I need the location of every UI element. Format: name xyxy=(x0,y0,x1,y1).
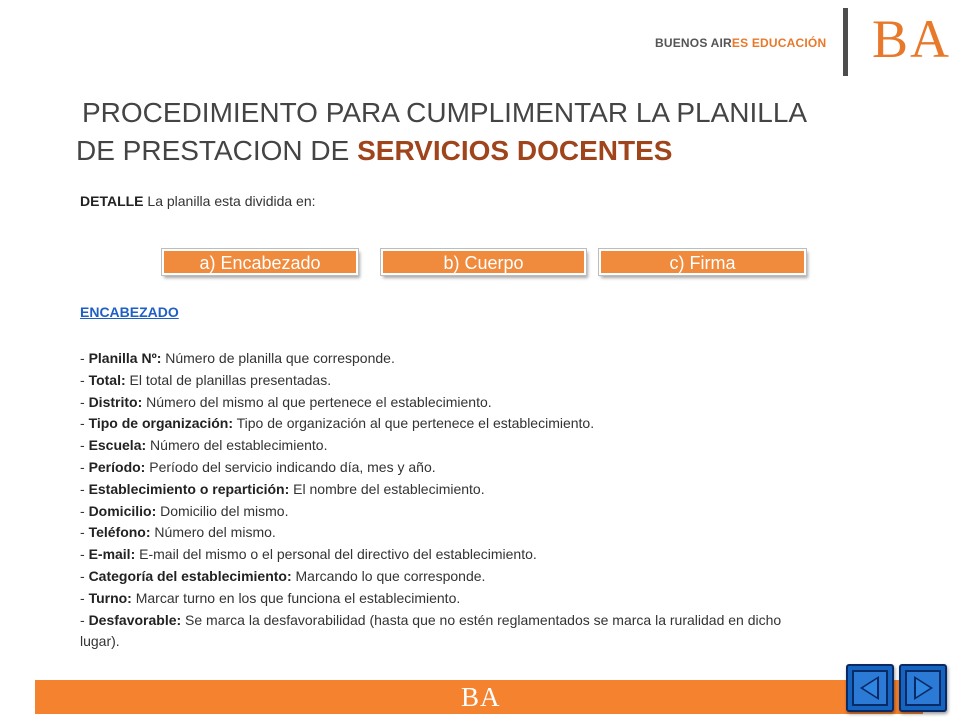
section-button-encabezado[interactable]: a) Encabezado xyxy=(162,249,358,275)
ba-logo: BA xyxy=(872,9,952,69)
item-desc: Marcar turno en los que funciona el establecimiento. xyxy=(135,589,461,606)
item-term: Período: xyxy=(88,458,146,475)
brand-text-part1: BUENOS AIR xyxy=(655,36,732,50)
item-desc: Número de planilla que corresponde. xyxy=(165,350,395,366)
encabezado-field-list xyxy=(80,348,800,653)
nav-back-button[interactable] xyxy=(846,664,894,712)
item-term: Establecimiento o repartición: xyxy=(88,480,290,497)
list-item: - Teléfono: Número del mismo. xyxy=(80,524,276,541)
list-item: - Distrito: Número del mismo al que pertenece el establecimiento. xyxy=(80,393,492,410)
list-item: - E-mail: E-mail del mismo o el personal del directivo del establecimiento. xyxy=(80,546,537,563)
list-item: - Categoría del establecimiento: Marcando lo que corresponde. xyxy=(80,567,486,584)
item-desc: Domicilio del mismo. xyxy=(160,502,289,519)
detail-text: La planilla esta dividida en: xyxy=(147,193,316,209)
triangle-left-icon xyxy=(852,670,888,706)
list-item: - Turno: Marcar turno en los que funciona el establecimiento. xyxy=(80,589,461,606)
item-desc: Número del mismo. xyxy=(154,524,276,541)
page-title-line2 xyxy=(76,135,672,167)
list-item: - Desfavorable: Se marca la desfavorabilidad (hasta que no estén reglamentados se marca la ruralidad en dicho lugar). xyxy=(80,611,782,650)
item-desc: Se marca la desfavorabilidad (hasta que no estén reglamentados se marca la ruralidad en dicho lugar). xyxy=(80,611,782,650)
item-term: Total: xyxy=(88,371,126,388)
detail-label: DETALLE xyxy=(80,193,144,209)
item-term: Desfavorable: xyxy=(88,611,182,628)
list-item: - Período: Período del servicio indicando día, mes y año. xyxy=(80,458,436,475)
list-item: - Escuela: Número del establecimiento. xyxy=(80,437,328,454)
item-term: Domicilio: xyxy=(88,502,157,519)
detail-line xyxy=(80,193,316,209)
page-title-accent: SERVICIOS DOCENTES xyxy=(357,135,673,166)
encabezado-link[interactable]: ENCABEZADO xyxy=(80,304,179,320)
item-desc: Número del establecimiento. xyxy=(150,437,328,454)
item-desc: Tipo de organización al que pertenece el establecimiento. xyxy=(236,415,595,432)
page-title-line1: PROCEDIMIENTO PARA CUMPLIMENTAR LA PLANILLA xyxy=(82,97,808,128)
list-item: - Establecimiento o repartición: El nombre del establecimiento. xyxy=(80,480,485,497)
item-desc: Período del servicio indicando día, mes y año. xyxy=(149,458,436,475)
item-desc: Número del mismo al que pertenece el establecimiento. xyxy=(146,393,492,410)
footer-ba-logo: BA xyxy=(461,682,501,712)
brand-divider xyxy=(843,8,848,76)
section-button-cuerpo[interactable]: b) Cuerpo xyxy=(381,249,586,275)
item-desc: Marcando lo que corresponde. xyxy=(295,567,486,584)
item-term: Escuela: xyxy=(88,437,147,454)
item-term: E-mail: xyxy=(88,546,136,563)
section-button-firma[interactable]: c) Firma xyxy=(599,249,806,275)
list-item: - Planilla Nº: Número de planilla que corresponde. xyxy=(80,350,395,366)
item-term: Tipo de organización: xyxy=(88,415,233,432)
list-item: - Total: El total de planillas presentadas. xyxy=(80,371,332,388)
item-desc: El total de planillas presentadas. xyxy=(129,371,332,388)
triangle-right-icon xyxy=(905,670,941,706)
item-term: Turno: xyxy=(88,589,132,606)
brand-text xyxy=(655,36,826,50)
list-item: - Domicilio: Domicilio del mismo. xyxy=(80,502,289,519)
item-term: Teléfono: xyxy=(88,524,151,541)
item-term: Planilla Nº: xyxy=(88,350,162,366)
item-desc: El nombre del establecimiento. xyxy=(293,480,485,497)
item-desc: E-mail del mismo o el personal del directivo del establecimiento. xyxy=(139,546,537,563)
list-item: - Tipo de organización: Tipo de organización al que pertenece el establecimiento. xyxy=(80,415,595,432)
brand-text-part2: ES EDUCACIÓN xyxy=(731,36,827,50)
nav-forward-button[interactable] xyxy=(899,664,947,712)
item-term: Categoría del establecimiento: xyxy=(88,567,292,584)
page-title-prefix: DE PRESTACION DE xyxy=(76,135,350,166)
item-term: Distrito: xyxy=(88,393,143,410)
